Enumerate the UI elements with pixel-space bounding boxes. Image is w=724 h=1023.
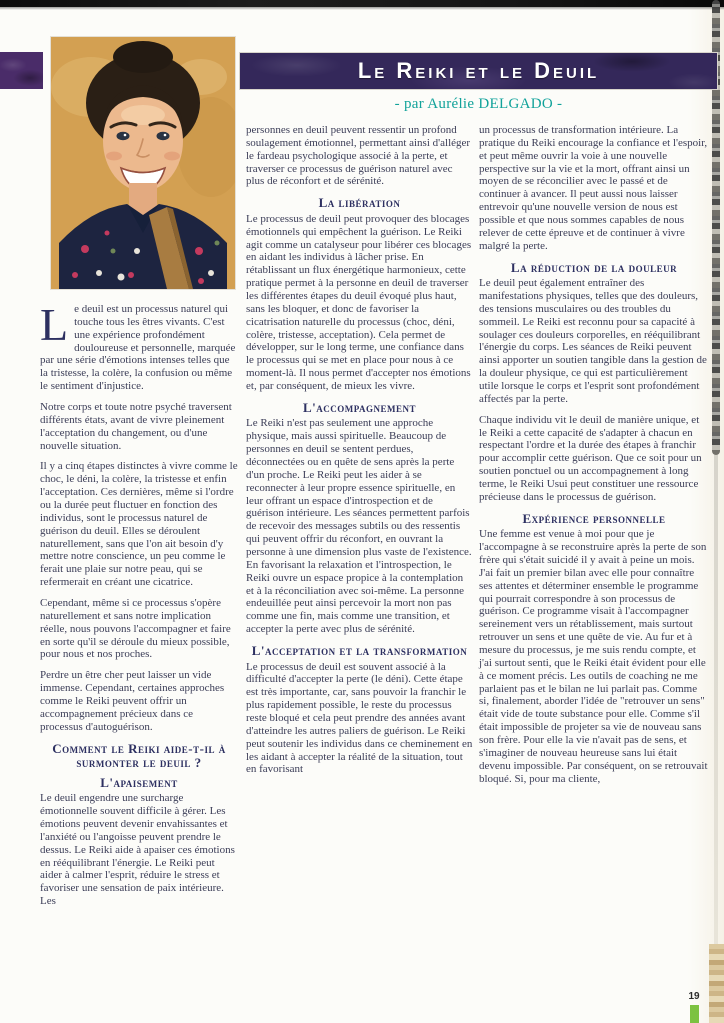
- column-middle: [246, 124, 473, 784]
- paragraph: Le deuil engendre une surcharge émotionnelle souvent difficile à gérer. Les émotions peuvent devenir envahissantes et l'anxiété ou l'angoisse peuvent prendre le dessus. Le Reiki aide à apaiser ces émotions en rééquilibrant l'énergie. Le Reiki peut aider à calmer l'esprit, réduire le stress et favoriser une sensation de paix intérieure. Les: [40, 792, 235, 908]
- portrait-illustration: [51, 37, 235, 289]
- column-left: [40, 299, 238, 916]
- paragraph-text: e deuil est un processus naturel qui touche tous les êtres vivants. C'est une expérience profondément douloureuse et personnelle, marquée par une série d'émotions intenses telles que la tristesse, la colère, la confusion ou même le sentiment d'injustice.: [40, 303, 236, 393]
- page-corner-marker: [690, 1005, 699, 1023]
- page-title: Le Reiki et le Deuil: [357, 58, 600, 83]
- paragraph: Le processus de deuil est souvent associé à la difficulté d'accepter la perte (le déni). Cette étape est très importante, car, sans pouvoir la franchir le plus rapidement possible, le reste du processus reste bloqué et cela peut prendre des années avant d'atteindre les autres paliers de guérison. Le Reiki peut soutenir les individus dans ce cheminement en les aidant à accepter la réalité de la situation, tout en favorisant: [246, 660, 473, 776]
- paragraph: Le processus de deuil peut provoquer des blocages émotionnels qui empêchent la guérison. Le Reiki agit comme un catalyseur pour libérer ces blocages en aidant les individus à lâcher prise. En rétablissant un flux énergétique harmonieux, cette pratique permet à la personne en deuil de traverser les différentes étapes du deuil évoqué plus haut, sans les bloquer, et donc de favoriser la cicatrisation naturelle du processus (choc, déni, colère, tristesse, acceptation). Cela permet de développer, sur le long terme, une confiance dans le processus qui se met en place pour nous à ce moment-là. Il nous permet d'accepter nos émotions et, par conséquent, de mieux les vivre.: [246, 212, 472, 393]
- scan-edge-right-faint: [714, 455, 718, 950]
- paragraph: Cependant, même si ce processus s'opère naturellement et sans notre implication réelle, nous pouvons l'accompagner et faire en sorte qu'il se déroule du mieux possible, pour nous et nos proches.: [40, 597, 231, 661]
- scan-edge-top-shadow: [0, 7, 724, 10]
- paragraph: Une femme est venue à moi pour que je l'accompagne à se reconstruire après la perte de son frère qui s'était suicidé il y avait à peine un mois. J'ai fait un premier bilan avec elle pour connaître ses attentes et déterminer ensemble le programme qui pourrait correspondre à son processus de guérison. Ce programme visait à l'accompagner sereinement vers un rétablissement, mais surtout retrouver un sens et une quête de vie. Au fur et à mesure du processus, je me suis rendu compte, et j'ai surtout senti, que le Reiki était évident pour elle à ce moment précis. Les outils de coaching ne me parlaient pas et le bilan ne lui parlait pas. Comme si, finalement, aborder l'idée de "retrouver un sens" était vide de toute substance pour elle. Comme s'il était impossible de projeter sa vie de nouveau sans son frère. Pour elle la vie n'avait pas de sens, et s'imaginer de nouveau heureuse sans lui était devenu impossible. Par conséquent, on se retrouvait bloqué. Si, pour ma cliente,: [479, 528, 708, 785]
- paragraph: Chaque individu vit le deuil de manière unique, et le Reiki a cette capacité de s'adapter à chacun en respectant l'ordre et la durée des étapes à franchir pour accomplir cette guérison. Que ce soit pour un soutien ponctuel ou un accompagnement à long terme, le Reiki Usui peut constituer une ressource précieuse dans le processus de guérison.: [479, 413, 702, 503]
- dropcap: L: [40, 299, 69, 350]
- scan-edge-right-tan: [709, 944, 724, 1023]
- article-title-banner: [239, 52, 718, 90]
- paragraph: Perdre un être cher peut laisser un vide immense. Cependant, certaines approches comme le Reiki peuvent offrir un accompagnement précieux dans ce processus d'autoguérison.: [40, 669, 225, 733]
- paragraph-lead: [40, 299, 238, 393]
- author-photo: [51, 37, 235, 289]
- section-heading-acceptation: L'acceptation et la transformation: [251, 643, 468, 659]
- section-heading-accompagnement: L'accompagnement: [302, 399, 417, 415]
- purple-corner-chip: [0, 52, 43, 89]
- paragraph: Il y a cinq étapes distinctes à vivre comme le choc, le déni, la colère, la tristesse et enfin l'acceptation. Ces dernières, même si l'ordre ou la durée peut fluctuer en fonction des individus, sont le processus naturel de guérison du deuil. Elles se déroulent naturellement, sans que l'on ait besoin d'y mettre notre conscience, un peu comme le ferait une plaie sur notre peau, qui se refermerait en créant une cicatrice.: [40, 460, 238, 589]
- scan-edge-top: [0, 0, 724, 7]
- section-heading-experience-personnelle: Expérience personnelle: [522, 510, 666, 526]
- column-right: [479, 124, 709, 793]
- paragraph: Le Reiki n'est pas seulement une approche physique, mais aussi spirituelle. Beaucoup de personnes en deuil se sentent perdues, déconnectées ou en quête de sens après la perte d'un proche. Le Reiki peut les aider à se reconnecter à leur propre essence spirituelle, en leur offrant un espace d'introspection et de guérison intérieure. Les séances permettent parfois de recevoir des messages subtils ou des ressentis qui peuvent offrir du réconfort, en ouvrant la personne à une dimension plus vaste de l'existence. En favorisant la relaxation et l'introspection, le Reiki ouvre un espace propice à la contemplation et à la réconciliation avec soi-même. La personne endeuillée peut ainsi percevoir la mort non pas comme une fin, mais comme une transition, et accepter la perte avec plus de sérénité.: [246, 417, 472, 636]
- paragraph: personnes en deuil peuvent ressentir un profond soulagement émotionnel, permettant ainsi d'alléger le fardeau psychologique associé à la perte, et traverser ce processus de guérison naturel avec plus de réconfort et de sérénité.: [246, 124, 471, 188]
- section-heading-liberation: La libération: [318, 195, 401, 211]
- section-heading-comment-le-reiki: Comment le Reiki aide-t-il à surmonter le deuil ?: [52, 740, 226, 771]
- paragraph: un processus de transformation intérieure. La pratique du Reiki encourage la confiance et l'espoir, et peut même ouvrir la voie à une nouvelle perspective sur la vie et la mort, offrant ainsi un moyen de se réconcilier avec le passé et de continuer à avancer. Il peut aussi nous laisser entrevoir qu'une nouvelle version de nous est possible et que nous sommes capables de nous relever de cette épreuve et de continuer à vivre malgré la perte.: [479, 124, 708, 252]
- byline: - par Aurélie DELGADO -: [394, 96, 563, 112]
- section-heading-reduction-douleur: La réduction de la douleur: [510, 259, 678, 275]
- paragraph: Notre corps et toute notre psyché traversent différents états, avant de vivre pleinement l'acceptation du changement, ou d'une nouvelle situation.: [40, 401, 232, 452]
- section-heading-apaisement: L'apaisement: [100, 774, 178, 790]
- paragraph: Le deuil peut également entraîner des manifestations physiques, telles que des douleurs, des tensions musculaires ou des troubles du sommeil. Le Reiki est reconnu pour sa capacité à soulager ces douleurs corporelles, en rééquilibrant l'énergie du corps. Les séances de Reiki peuvent ainsi apporter un soutien tangible dans la gestion de la douleur physique, ce qui est particulièrement utile lorsque le corps et l'esprit sont profondément affectés par la perte.: [479, 277, 707, 405]
- page-number: 19: [688, 991, 700, 1002]
